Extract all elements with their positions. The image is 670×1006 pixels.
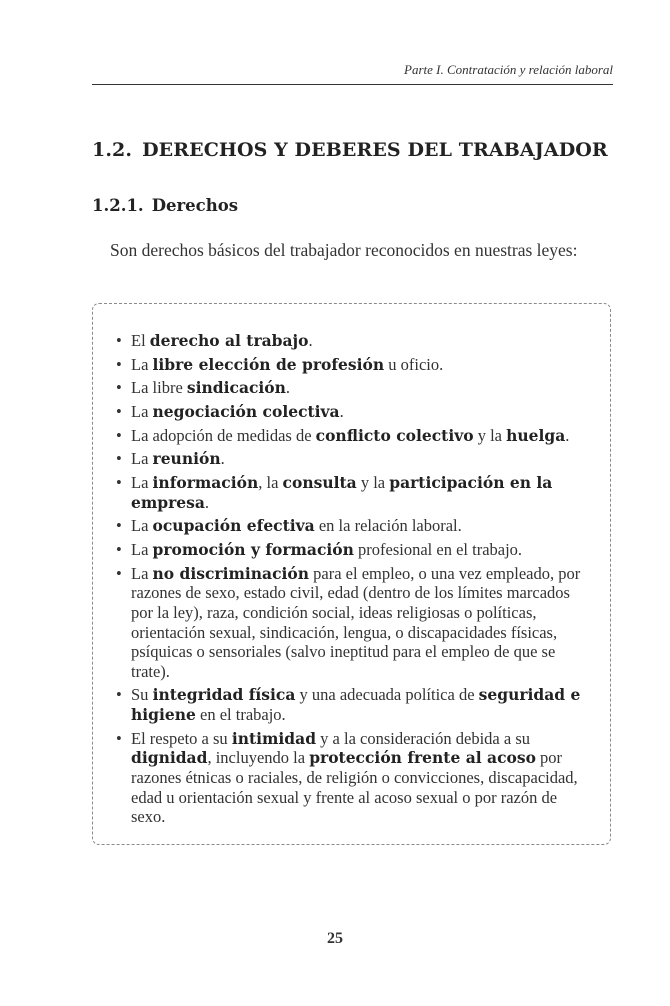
item-text: en la relación laboral.	[314, 516, 462, 536]
emphasized-term: libre elección de profesión	[152, 354, 385, 374]
item-text: para el empleo, o una vez empleado, por razones de sexo, estado civil, edad (dentro de los límites marcados por la ley), raza, condición social, ideas religiosas o políticas, orientación sexual, sindicación, lengua, o discapacidades físicas, psíquicas o sensoriales (salvo ineptitud para el empleo de que se trate).	[131, 563, 581, 681]
rights-list-item	[113, 729, 591, 827]
item-text: y una adecuada política de	[295, 685, 479, 705]
item-text: y la	[356, 473, 390, 493]
item-text: La	[131, 473, 153, 493]
rights-list-item	[113, 402, 591, 422]
section-title	[92, 139, 608, 161]
emphasized-term: promoción y formación	[152, 540, 354, 560]
rights-list-item	[113, 449, 591, 469]
item-text: La	[131, 402, 153, 422]
item-text: El	[131, 331, 150, 350]
item-text: profesional en el trabajo.	[353, 540, 523, 560]
bullet-icon: •	[116, 402, 122, 422]
emphasized-term: negociación colectiva	[152, 402, 340, 422]
emphasized-term: ocupación efectiva	[152, 516, 315, 536]
item-text: La	[131, 449, 153, 469]
emphasized-term: derecho al trabajo	[149, 331, 309, 350]
item-text: .	[308, 331, 313, 350]
rights-list-item	[113, 564, 591, 682]
bullet-icon: •	[116, 331, 122, 350]
bullet-icon: •	[116, 516, 122, 536]
item-text: .	[204, 492, 210, 512]
emphasized-term: huelga	[506, 425, 566, 445]
emphasized-term: información	[152, 473, 259, 493]
bullet-icon: •	[116, 685, 122, 705]
rights-list-item	[113, 685, 591, 724]
item-text: El respeto a su	[131, 728, 232, 748]
item-text: .	[339, 402, 344, 422]
item-text: por razones étnicas o raciales, de religión o convicciones, discapacidad, edad u orientación sexual y frente al acoso sexual o por razón de sexo.	[131, 748, 578, 827]
emphasized-term: seguridad e higiene	[131, 685, 581, 725]
bullet-icon: •	[116, 473, 122, 493]
header-rule	[92, 84, 613, 85]
rights-box	[92, 303, 611, 845]
item-text: La	[131, 563, 153, 583]
emphasized-term: no discriminación	[152, 563, 310, 583]
emphasized-term: consulta	[282, 473, 357, 493]
section-number: 1.2.	[92, 139, 133, 161]
item-text: y a la consideración debida a su	[316, 728, 530, 748]
emphasized-term: reunión	[152, 449, 221, 469]
bullet-icon: •	[116, 425, 122, 445]
item-text: en el trabajo.	[195, 705, 286, 725]
rights-list-item	[113, 473, 591, 512]
rights-list-item	[113, 378, 591, 398]
emphasized-term: integridad física	[152, 685, 296, 705]
item-text: y la	[473, 425, 507, 445]
item-text: La	[131, 540, 153, 560]
emphasized-term: intimidad	[231, 728, 317, 748]
item-text: u oficio.	[384, 354, 444, 374]
item-text: Su	[131, 685, 153, 705]
item-text: .	[565, 425, 570, 445]
emphasized-term: sindicación	[186, 378, 286, 398]
bullet-icon: •	[116, 378, 122, 398]
item-text: La	[131, 516, 153, 536]
rights-list-item	[113, 540, 591, 560]
item-text: La	[131, 354, 153, 374]
bullet-icon: •	[116, 354, 122, 374]
item-text: .	[285, 378, 291, 398]
emphasized-term: conflicto colectivo	[315, 425, 474, 445]
subsection-title	[92, 196, 238, 215]
rights-list-item	[113, 331, 591, 351]
rights-list	[113, 331, 591, 831]
bullet-icon: •	[116, 728, 122, 748]
rights-list-item	[113, 355, 591, 375]
emphasized-term: dignidad	[131, 748, 208, 768]
item-text: La adopción de medidas de	[131, 425, 316, 445]
emphasized-term: protección frente al acoso	[309, 748, 536, 768]
rights-list-item	[113, 426, 591, 446]
section-title-text: DERECHOS Y DEBERES DEL TRABAJADOR	[142, 139, 608, 161]
item-text: .	[220, 449, 225, 469]
item-text: , la	[258, 473, 283, 493]
item-text: , incluyendo la	[207, 748, 310, 768]
bullet-icon: •	[116, 563, 122, 583]
item-text: La libre	[131, 378, 187, 398]
running-header: Parte I. Contratación y relación laboral	[404, 62, 613, 77]
subsection-number: 1.2.1.	[92, 196, 144, 215]
bullet-icon: •	[116, 540, 122, 560]
page-number: 25	[327, 930, 343, 947]
rights-list-item	[113, 516, 591, 536]
emphasized-term: participación en la empresa	[131, 473, 553, 512]
intro-paragraph: Son derechos básicos del trabajador reconocidos en nuestras leyes:	[110, 240, 578, 260]
bullet-icon: •	[116, 449, 122, 469]
subsection-title-text: Derechos	[151, 196, 239, 215]
